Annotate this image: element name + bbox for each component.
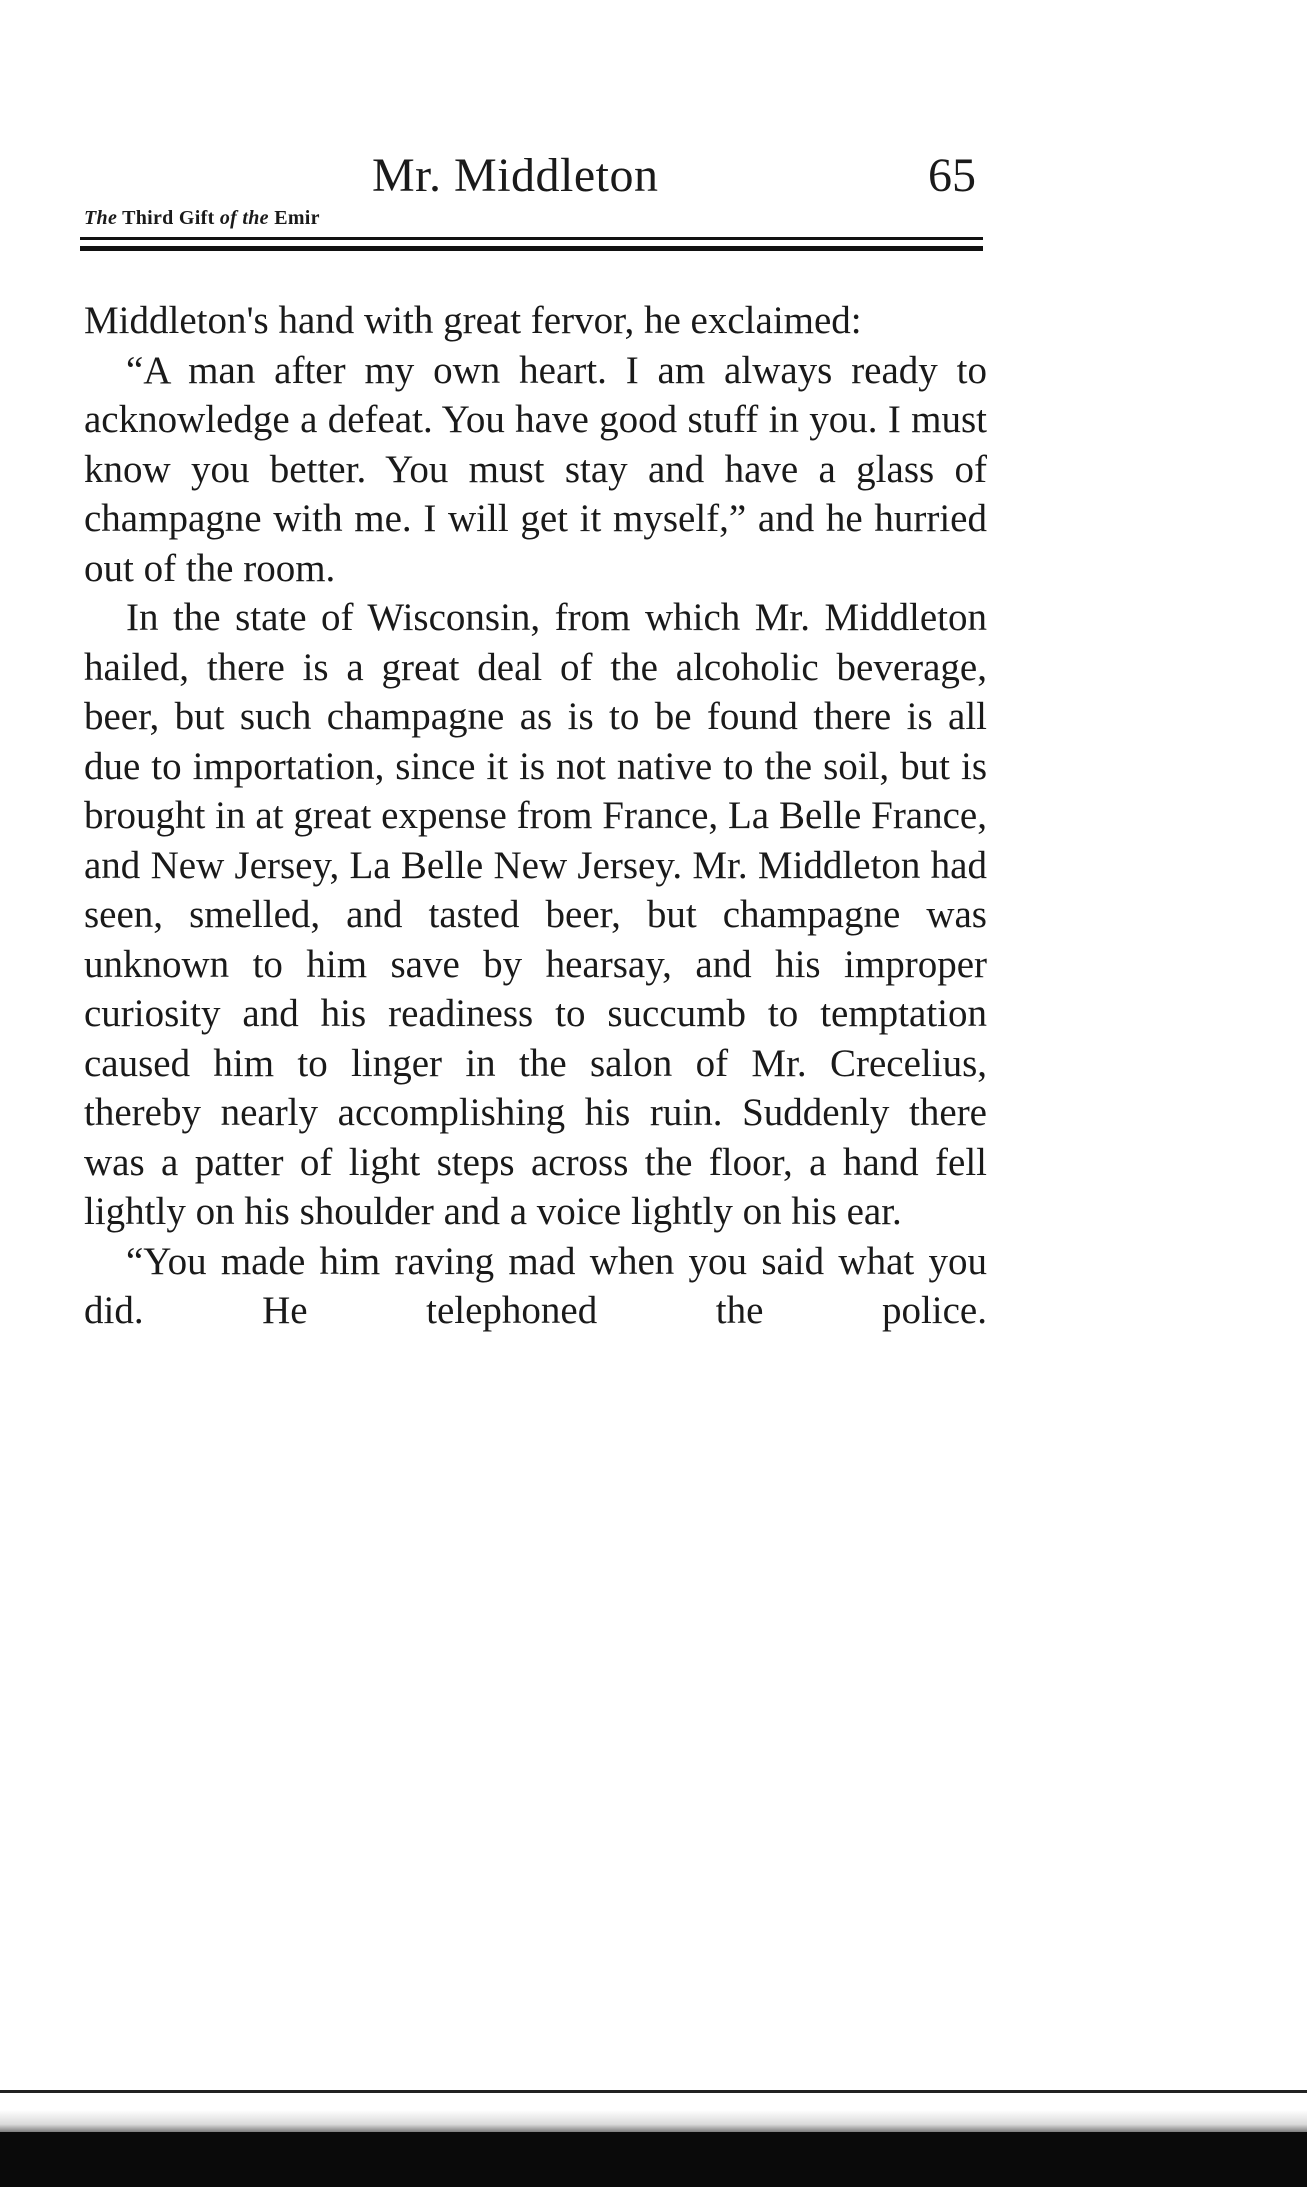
body-text [84, 296, 987, 1336]
bottom-rule [0, 2090, 1307, 2093]
running-title: Mr. Middleton [372, 149, 659, 202]
paragraph-1: Middleton's hand with great fervor, he exclaimed: [84, 299, 862, 342]
header-rule-thin [80, 237, 983, 240]
side-note-middle: Third Gift [122, 207, 215, 229]
paragraph-2: “A man after my own heart. I am always ready to acknowledge a defeat. You have good stuff in you. I must know you better. You must stay and have a glass of champagne with me. I will get it myself,” and he hurried out of the room. [84, 348, 987, 590]
scan-bottom-border [0, 2132, 1307, 2187]
side-note-suffix: Emir [274, 207, 320, 229]
side-note [84, 207, 320, 230]
header-rule-thick [80, 246, 983, 251]
paragraph-4: “You made him raving mad when you said what you did. He telephoned the police. [84, 1239, 987, 1332]
side-note-of: of the [219, 207, 269, 229]
paragraph-3: In the state of Wisconsin, from which Mr. Middleton hailed, there is a great deal of the alcoholic beverage, beer, but such champagne as is to be found there is all due to importation, since it is not native to the soil, but is brought in at great expense from France, La Belle France, and New Jersey, La Belle New Jersey. Mr. Middleton had seen, smelled, and tasted beer, but champagne was unknown to him save by hearsay, and his improper curiosity and his readiness to succumb to temptation caused him to linger in the salon of Mr. Crecelius, thereby nearly accomplishing his ruin. Suddenly there was a patter of light steps across the floor, a hand fell lightly on his shoulder and a voice lightly on his ear. [84, 596, 987, 1233]
scan-edge-shadow [0, 2110, 1307, 2134]
side-note-prefix: The [84, 207, 118, 229]
page-number: 65 [928, 149, 976, 202]
